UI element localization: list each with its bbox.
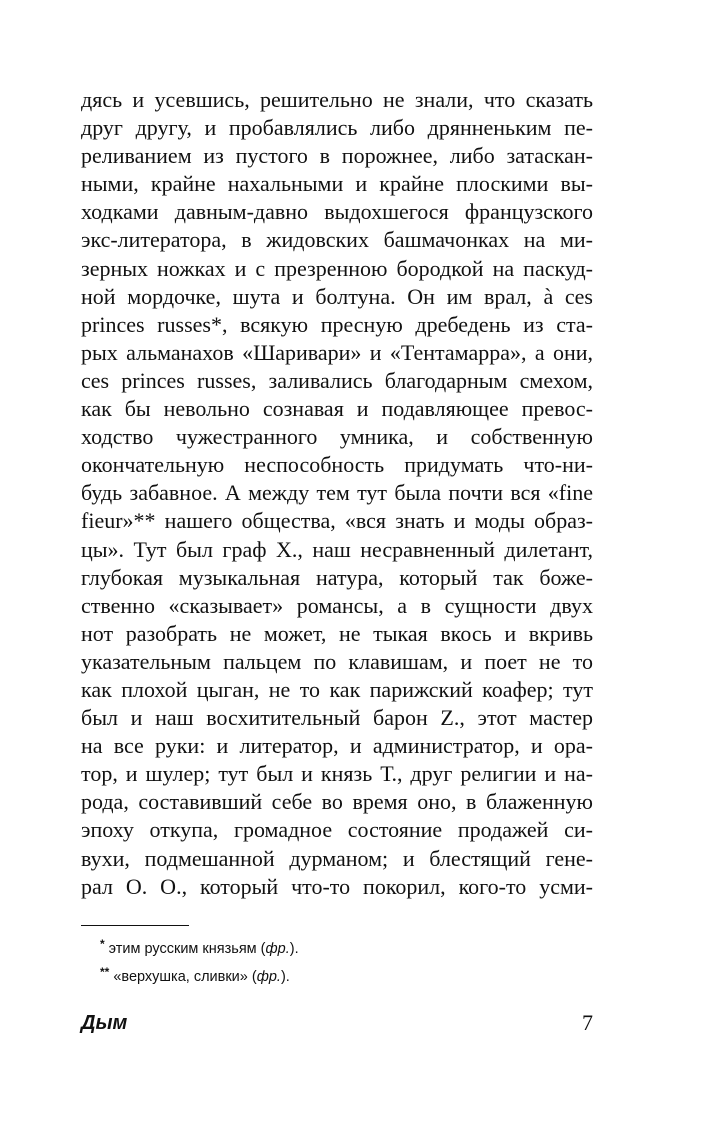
text-line: был и наш восхитительный барон Z., этот мастер [81,705,593,731]
text-line: цы». Тут был граф X., наш несравненный дилетант, [81,536,593,562]
text-line: рода, составивший себе во время оно, в блаженную [81,789,593,815]
text-line: зерных ножках и с презренною бородкой на паскуд- [81,255,593,281]
text-line: друг другу, и пробавлялись либо дрянненьким пе- [81,115,593,141]
footnotes [100,930,580,986]
text-line: princes russes*, всякую пресную дребедень из ста- [81,311,593,337]
text-line: реливанием из пустого в порожнее, либо затаскан- [81,143,593,169]
text-line: нот разобрать не может, не тыкая вкось и вкривь [81,620,593,646]
text-line: будь забавное. А между тем тут была почти вся «fine [81,480,593,506]
text-line: указательным пальцем по клавишам, и поет не то [81,648,593,674]
footnote [100,958,580,986]
text-line: ходство чужестранного умника, и собственную [81,424,593,450]
footnote-marker: * [100,937,105,951]
text-line: эпоху откупа, громадное состояние продажей си- [81,817,593,843]
text-line: ными, крайне нахальными и крайне плоскими вы- [81,171,593,197]
text-line: ходками давным-давно выдохшегося французского [81,199,593,225]
footnote-close: ). [280,969,290,985]
text-line: глубокая музыкальная натура, который так боже- [81,564,593,590]
text-line: ces princes russes, заливались благодарным смехом, [81,367,593,393]
text-line: fieur»** нашего общества, «вся знать и моды образ- [81,508,593,534]
text-line: рых альманахов «Шаривари» и «Тентамарра», а они, [81,339,593,365]
text-line: как бы невольно сознавая и подавляющее превос- [81,396,593,422]
text-line: окончательную неспособность придумать что-ни- [81,452,593,478]
footnote-marker: ** [100,965,110,979]
text-line: ной мордочке, шута и болтуна. Он им врал, à ces [81,283,593,309]
body-text [81,86,593,901]
text-line: экс-литератора, в жидовских башмачонках на ми- [81,227,593,253]
page-number: 7 [582,1010,593,1035]
text-line: тор, и шулер; тут был и князь Т., друг религии и на- [81,761,593,787]
footnote-language-abbr: фр. [265,941,290,957]
text-line: на все руки: и литератор, и администратор, и ора- [81,733,593,759]
footnote-separator [81,925,189,926]
running-footer [81,1008,593,1038]
text-line: ственно «сказывает» романсы, а в сущности двух [81,592,593,618]
text-line: как плохой цыган, не то как парижский коафер; тут [81,676,593,702]
footnote-close: ). [289,941,299,957]
text-line: рал О. О., который что-то покорил, кого-то усми- [81,873,593,899]
running-title: Дым [81,1012,128,1034]
text-line: дясь и усевшись, решительно не знали, что сказать [81,87,593,112]
footnote-text: «верхушка, сливки» ( [113,969,257,985]
footnote-language-abbr: фр. [256,969,281,985]
footnote [100,930,580,958]
text-line: вухи, подмешанной дурманом; и блестящий гене- [81,845,593,871]
footnote-text: этим русским князьям ( [108,941,266,957]
